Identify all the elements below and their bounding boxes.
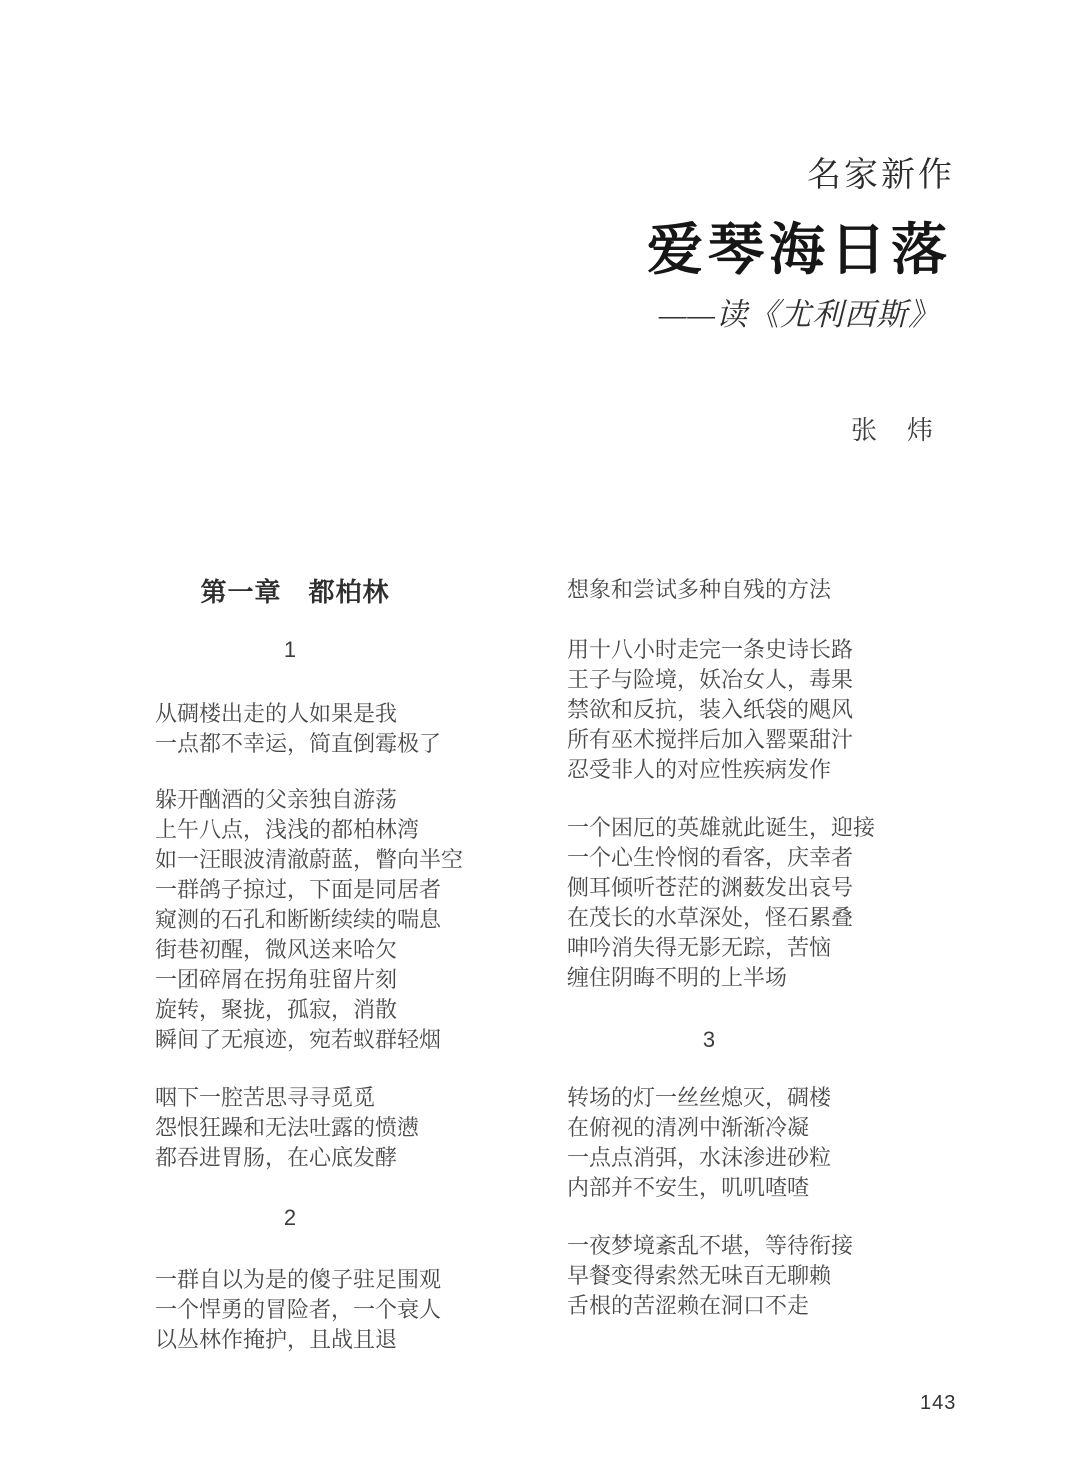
poem-line: 缠住阴晦不明的上半场 bbox=[567, 965, 788, 990]
poem-line: 如一汪眼波清澈蔚蓝，瞥向半空 bbox=[155, 847, 464, 872]
stanza bbox=[567, 635, 992, 785]
poem-line: 一个困厄的英雄就此诞生，迎接 bbox=[567, 815, 876, 840]
poem-line: 忍受非人的对应性疾病发作 bbox=[567, 757, 832, 782]
page-title: 爱琴海日落 bbox=[647, 220, 952, 282]
poem-line: 早餐变得索然无味百无聊赖 bbox=[567, 1263, 832, 1288]
poem-line: 所有巫术搅拌后加入罂粟甜汁 bbox=[567, 727, 854, 752]
author-name: 张 炜 bbox=[850, 415, 935, 445]
poem-line: 一点都不幸运，简直倒霉极了 bbox=[155, 731, 442, 756]
section-number-3: 3 bbox=[702, 1027, 716, 1052]
stanza bbox=[155, 1083, 560, 1173]
section-number-2: 2 bbox=[283, 1205, 297, 1230]
subtitle: ——读《尤利西斯》 bbox=[658, 297, 940, 332]
stanza bbox=[567, 1231, 992, 1321]
poem-line: 上午八点，浅浅的都柏林湾 bbox=[155, 817, 420, 842]
poem-line: 窥测的石孔和断断续续的喘息 bbox=[155, 907, 442, 932]
page-number: 143 bbox=[920, 1392, 957, 1414]
poem-line: 瞬间了无痕迹，宛若蚁群轻烟 bbox=[155, 1027, 442, 1052]
poem-line: 一点点消弭，水沫渗进砂粒 bbox=[567, 1145, 832, 1170]
stanza bbox=[155, 1265, 560, 1355]
stanza bbox=[155, 785, 560, 1055]
poem-line: 一个悍勇的冒险者，一个衰人 bbox=[155, 1297, 442, 1322]
poem-line: 躲开酗酒的父亲独自游荡 bbox=[155, 787, 398, 812]
chapter-heading: 第一章 都柏林 bbox=[200, 577, 390, 607]
poem-line: 禁欲和反抗，装入纸袋的飓风 bbox=[567, 697, 854, 722]
stanza bbox=[155, 699, 560, 759]
left-column bbox=[155, 575, 560, 1355]
poem-line: 一团碎屑在拐角驻留片刻 bbox=[155, 967, 398, 992]
poem-line: 在茂长的水草深处，怪石累叠 bbox=[567, 905, 854, 930]
poem-line: 呻吟消失得无影无踪，苦恼 bbox=[567, 935, 832, 960]
right-column bbox=[567, 575, 992, 1321]
poem-line: 舌根的苦涩赖在洞口不走 bbox=[567, 1293, 810, 1318]
stanza bbox=[567, 1083, 992, 1203]
poem-line: 一群鸽子掠过，下面是同居者 bbox=[155, 877, 442, 902]
poem-line: 街巷初醒，微风送来哈欠 bbox=[155, 937, 398, 962]
poem-line: 一群自以为是的傻子驻足围观 bbox=[155, 1267, 442, 1292]
poem-line: 咽下一腔苦思寻寻觅觅 bbox=[155, 1085, 376, 1110]
poem-line: 以丛林作掩护，且战且退 bbox=[155, 1327, 398, 1352]
poem-line: 用十八小时走完一条史诗长路 bbox=[567, 637, 854, 662]
section-number-1: 1 bbox=[283, 637, 297, 662]
poem-line: 侧耳倾听苍茫的渊薮发出哀号 bbox=[567, 875, 854, 900]
poem-line: 王子与险境，妖冶女人，毒果 bbox=[567, 667, 854, 692]
poem-line: 一夜梦境紊乱不堪，等待衔接 bbox=[567, 1233, 854, 1258]
poem-line: 在俯视的清冽中渐渐冷凝 bbox=[567, 1115, 810, 1140]
poem-line: 想象和尝试多种自残的方法 bbox=[567, 577, 832, 602]
poem-line: 都吞进胃肠，在心底发酵 bbox=[155, 1145, 398, 1170]
poem-line: 怨恨狂躁和无法吐露的愤懑 bbox=[155, 1115, 420, 1140]
stanza bbox=[567, 813, 992, 993]
poem-line: 一个心生怜悯的看客，庆幸者 bbox=[567, 845, 854, 870]
poem-line: 转场的灯一丝丝熄灭，碉楼 bbox=[567, 1085, 832, 1110]
poem-line: 从碉楼出走的人如果是我 bbox=[155, 701, 398, 726]
poem-line: 内部并不安生，叽叽喳喳 bbox=[567, 1175, 810, 1200]
column-category-label: 名家新作 bbox=[807, 156, 955, 194]
stanza bbox=[567, 575, 992, 605]
poem-line: 旋转，聚拢，孤寂，消散 bbox=[155, 997, 398, 1022]
